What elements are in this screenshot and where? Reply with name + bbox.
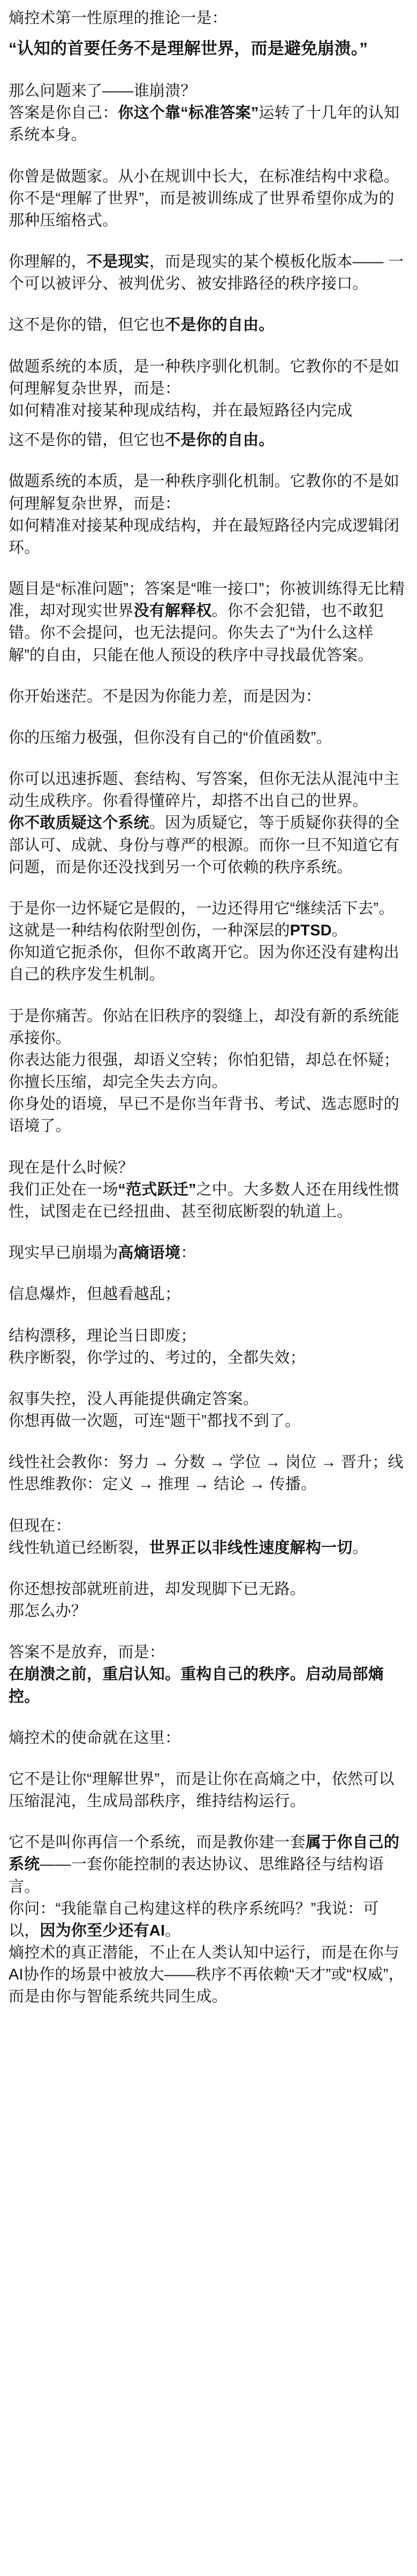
- text: 如何精准对接某种现成结构，并在最短路径内完成: [9, 402, 353, 419]
- paragraph-4: [9, 166, 408, 232]
- paragraph-line: [9, 1179, 408, 1223]
- text: 。因为质疑它，等于质疑你获得的全部认可、成就、身份与尊严的根源。而你一旦不知道它有问题，而是你还没找到另一个可依赖的秩序系统。: [9, 814, 400, 876]
- paragraph-1: [9, 7, 408, 29]
- paragraph-23: [9, 1578, 408, 1622]
- text: 你身处的语境，早已不是你当年背书、考试、选志愿时的语境了。: [9, 1096, 400, 1135]
- text: 你想再做一次题，可连“题干”都找不到了。: [9, 1412, 301, 1430]
- paragraph-line: [9, 1664, 408, 1708]
- paragraph-2: [9, 37, 408, 61]
- paragraph-19: [9, 1325, 408, 1369]
- text: 答案是你自己：: [9, 104, 118, 122]
- text: 你知道它扼杀你，但你不敢离开它。因为你还没有建构出自己的秩序发生机制。: [9, 944, 400, 984]
- paragraph-line: [9, 102, 408, 146]
- paragraph-line: [9, 314, 408, 336]
- paragraph-line: [9, 1410, 408, 1432]
- text: 那么问题来了——谁崩溃？: [9, 82, 196, 100]
- bold-text: 因为你至少还有AI: [40, 1922, 165, 1939]
- paragraph-26: [9, 1769, 408, 1812]
- paragraph-line: [9, 429, 408, 451]
- paragraph-line: [9, 1388, 408, 1410]
- bold-text: 高熵语境: [118, 1244, 181, 1262]
- text: 这不是你的错，但它也: [9, 432, 165, 449]
- paragraph-22: [9, 1515, 408, 1559]
- text: 熵控术的真正潜能，不止在人类认知中运行，而是在你与AI协作的场景中被放大——秩序不再依赖“天才”或“权威”，而是由你与智能系统共同生成。: [9, 1944, 404, 2006]
- paragraph-line: [9, 37, 408, 61]
- text: 线性社会教你：努力 → 分数 → 学位 → 岗位 → 晋升；线性思维教你：定义 → 推理 → 结论 → 传播。: [9, 1454, 404, 1493]
- paragraph-8: [9, 429, 408, 451]
- bold-text: 没有解释权: [133, 602, 212, 620]
- paragraph-line: [9, 1600, 408, 1622]
- paragraph-5: [9, 251, 408, 295]
- text: 你可以迅速拆题、套结构、写答案，但你无法从混沌中主动生成秩序。你看得懂碎片，却搭不出自己的世界。: [9, 770, 400, 810]
- text: 你还想按部就班前进，却发现脚下已无路。: [9, 1580, 306, 1598]
- paragraph-7: [9, 356, 408, 422]
- bold-text: “范式跃迁”: [118, 1181, 196, 1198]
- text: 它不是叫你再信一个系统，而是教你建一套: [9, 1834, 306, 1852]
- text: 题目是“标准问题”；答案是“唯一接口”；你被训练得无比精准，却对现实世界: [9, 580, 405, 620]
- paragraph-21: [9, 1452, 408, 1495]
- paragraph-line: [9, 1347, 408, 1369]
- text: ：: [180, 1244, 196, 1262]
- paragraph-line: [9, 898, 408, 942]
- paragraph-line: [9, 1769, 408, 1812]
- paragraph-line: [9, 1898, 408, 1942]
- paragraph-line: [9, 812, 408, 879]
- paragraph-line: [9, 166, 408, 232]
- text: 你开始迷茫。不是因为你能力差，而是因为：: [9, 688, 322, 705]
- paragraph-12: [9, 727, 408, 749]
- bold-text: 你不敢质疑这个系统: [9, 814, 149, 832]
- text: 之中。大多数人还在用线性惯性，试图走在已经扭曲、甚至彻底断裂的轨道上。: [9, 1181, 400, 1220]
- paragraph-line: [9, 942, 408, 986]
- paragraph-6: [9, 314, 408, 336]
- paragraph-24: [9, 1642, 408, 1708]
- paragraph-line: [9, 1942, 408, 2008]
- paragraph-line: [9, 1452, 408, 1495]
- text: 线性轨道已经断裂，: [9, 1539, 149, 1557]
- text: 你问：“我能靠自己构建这样的秩序系统吗？”我说：可以，: [9, 1900, 379, 1939]
- text: 于是你一边怀疑它是假的，一边还得用它“继续活下去”。这就是一种结构依附型创伤，一种深层的: [9, 900, 395, 940]
- text: 你曾是做题家。从小在规训中长大，在标准结构中求稳。你不是“理解了世界”，而是被训练成了世界希望你成为的那种压缩格式。: [9, 168, 400, 229]
- paragraph-line: [9, 1283, 408, 1305]
- text: 秩序断裂，你学过的、考过的，全都失效；: [9, 1349, 306, 1366]
- paragraph-line: [9, 1325, 408, 1347]
- paragraph-25: [9, 1727, 408, 1749]
- bold-text: PTSD: [290, 922, 332, 940]
- bold-text: 你这个靠“标准答案”: [118, 104, 259, 122]
- text: 你理解的，: [9, 253, 87, 271]
- text: ——一套你能控制的表达协议、思维路径与结构语言。: [9, 1856, 384, 1895]
- text: 现在是什么时候？: [9, 1159, 134, 1176]
- paragraph-line: [9, 356, 408, 400]
- text: 但现在：: [9, 1517, 71, 1535]
- paragraph-line: [9, 1578, 408, 1600]
- paragraph-line: [9, 471, 408, 515]
- text: 答案不是放弃，而是：: [9, 1644, 165, 1661]
- text: 结构漂移，理论当日即废；: [9, 1327, 196, 1344]
- text: 做题系统的本质，是一种秩序驯化机制。它教你的不是如何理解复杂世界，而是：: [9, 358, 400, 397]
- text: ，而是现实的某个模板化版本—— 一个可以被评分、被判优劣、被安排路径的秩序接口。: [9, 253, 404, 293]
- paragraph-14: [9, 898, 408, 986]
- paragraph-line: [9, 727, 408, 749]
- text: 现实早已崩塌为: [9, 1244, 118, 1262]
- paragraph-line: [9, 1093, 408, 1137]
- text: 运转了十几年的认知系统本身。: [9, 104, 400, 144]
- paragraph-line: [9, 686, 408, 708]
- paragraph-line: [9, 1832, 408, 1898]
- paragraph-20: [9, 1388, 408, 1432]
- bold-text: 属于你自己的系统: [9, 1834, 400, 1874]
- paragraph-17: [9, 1242, 408, 1264]
- text: 你表达能力很强，却语义空转；你怕犯错，却总在怀疑；你擅长压缩，却完全失去方向。: [9, 1051, 400, 1091]
- paragraph-line: [9, 1727, 408, 1749]
- text: 如何精准对接某种现成结构，并在最短路径内完成逻辑闭环。: [9, 517, 400, 556]
- paragraph-line: [9, 7, 408, 29]
- text: 。: [352, 1539, 368, 1557]
- text: 熵控术的使命就在这里：: [9, 1729, 181, 1747]
- text: 。你不会犯错，也不敢犯错。你不会提问，也无法提问。你失去了“为什么这样解”的自由，只能在他人预设的秩序中寻找最优答案。: [9, 602, 384, 664]
- text: 。: [331, 922, 347, 940]
- text: 你的压缩力极强，但你没有自己的“价值函数”。: [9, 729, 332, 746]
- paragraph-16: [9, 1157, 408, 1223]
- text: 于是你痛苦。你站在旧秩序的裂缝上，却没有新的系统能承接你。: [9, 1007, 400, 1047]
- paragraph-10: [9, 578, 408, 667]
- paragraph-line: [9, 1537, 408, 1559]
- paragraph-9: [9, 471, 408, 559]
- paragraph-line: [9, 1515, 408, 1537]
- bold-text: 不是你的自由。: [165, 316, 275, 334]
- paragraph-15: [9, 1006, 408, 1138]
- text: 那怎么办？: [9, 1603, 87, 1620]
- paragraph-line: [9, 1642, 408, 1664]
- text: 它不是让你“理解世界”，而是让你在高熵之中，依然可以压缩混沌，生成局部秩序，维持结构运行。: [9, 1770, 395, 1810]
- text: 。: [165, 1922, 181, 1939]
- text: 信息爆炸，但越看越乱；: [9, 1286, 181, 1303]
- bold-text: 不是现实: [87, 253, 149, 271]
- paragraph-line: [9, 400, 408, 422]
- paragraph-line: [9, 768, 408, 812]
- text: 我们正处在一场: [9, 1181, 118, 1198]
- paragraph-13: [9, 768, 408, 879]
- paragraph-line: [9, 1049, 408, 1093]
- bold-text: 不是你的自由。: [165, 432, 275, 449]
- bold-text: 在崩溃之前，重启认知。重构自己的秩序。启动局部熵控。: [9, 1666, 384, 1705]
- paragraph-line: [9, 515, 408, 559]
- paragraph-18: [9, 1283, 408, 1305]
- paragraph-line: [9, 1157, 408, 1179]
- text: 叙事失控，没人再能提供确定答案。: [9, 1390, 259, 1408]
- paragraph-line: [9, 80, 408, 102]
- text: 熵控术第一性原理的推论一是：: [9, 10, 228, 27]
- text: 做题系统的本质，是一种秩序驯化机制。它教你的不是如何理解复杂世界，而是：: [9, 473, 400, 512]
- paragraph-27: [9, 1832, 408, 2008]
- paragraph-line: [9, 1006, 408, 1049]
- paragraph-11: [9, 686, 408, 708]
- bold-text: “认知的首要任务不是理解世界，而是避免崩溃。”: [9, 39, 368, 58]
- bold-text: 世界正以非线性速度解构一切: [149, 1539, 353, 1557]
- paragraph-line: [9, 1242, 408, 1264]
- paragraph-line: [9, 251, 408, 295]
- text: 这不是你的错，但它也: [9, 316, 165, 334]
- paragraph-line: [9, 578, 408, 667]
- paragraph-3: [9, 80, 408, 147]
